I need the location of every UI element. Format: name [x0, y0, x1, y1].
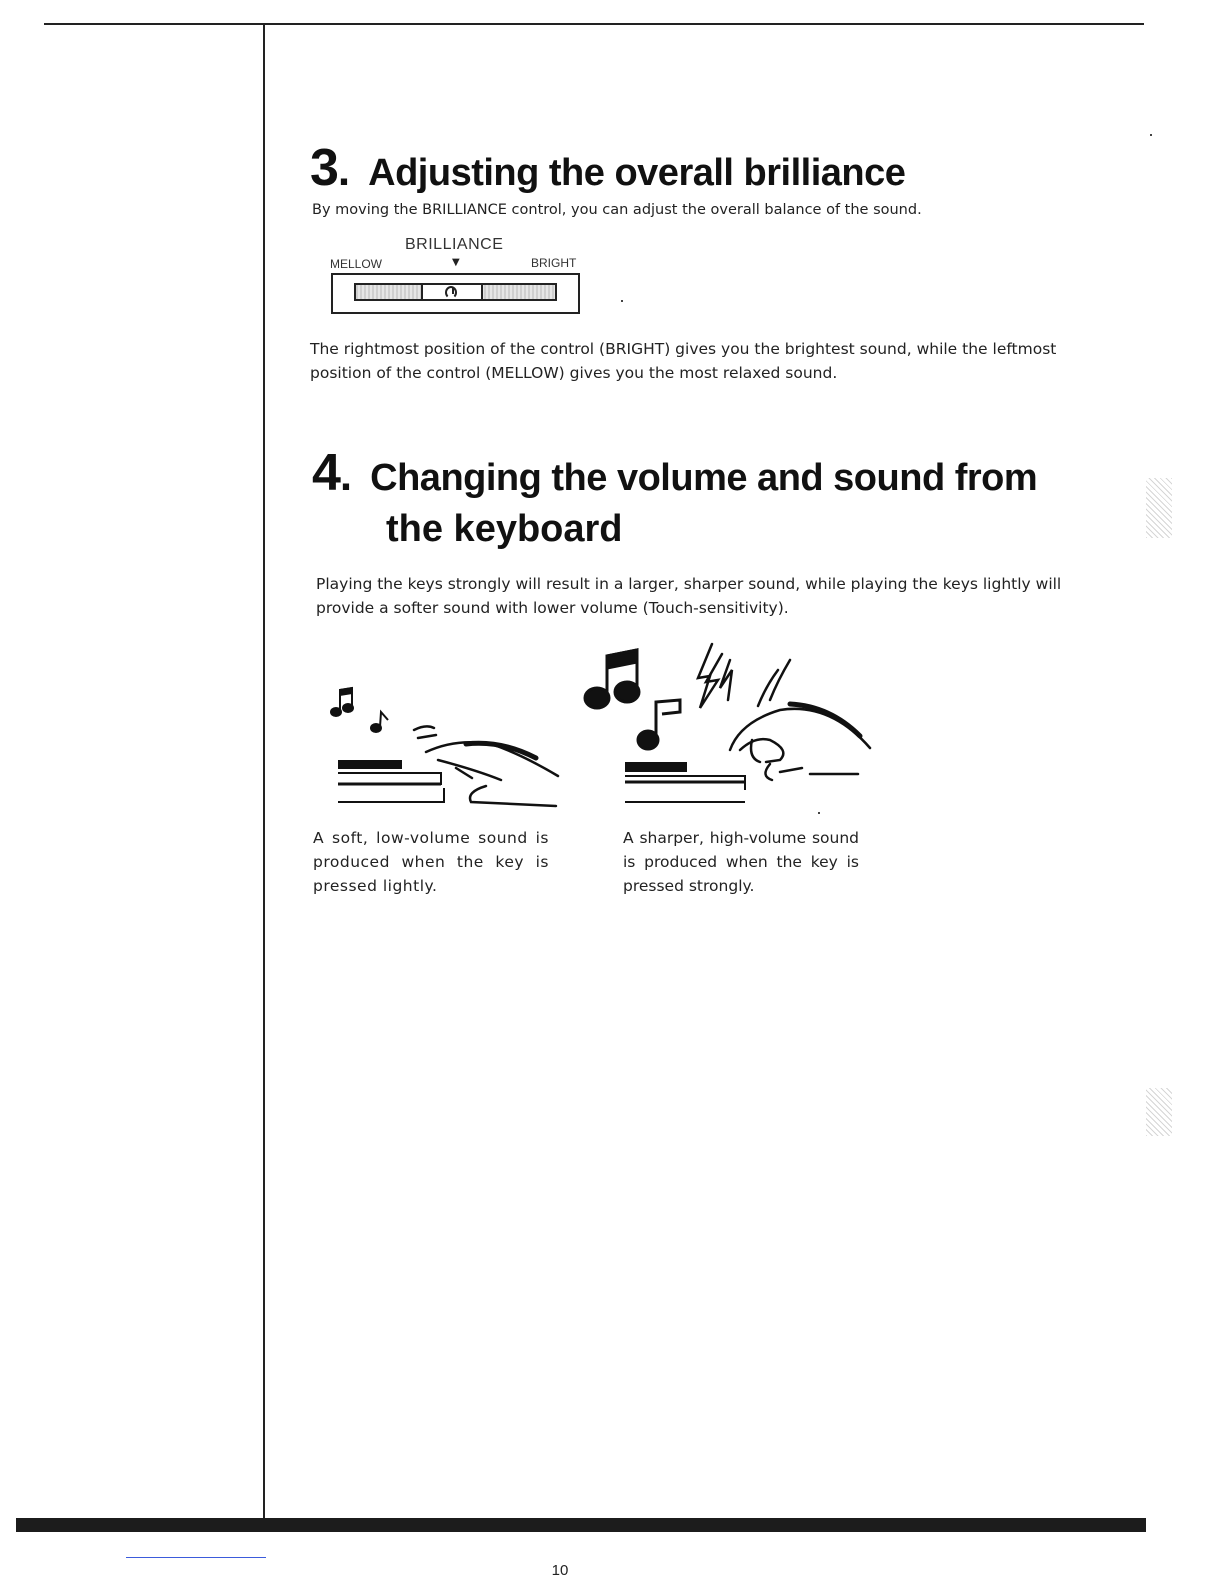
scan-artifact — [1146, 1088, 1172, 1136]
pointer-arrow-icon: ▼ — [452, 257, 460, 268]
bright-label: BRIGHT — [531, 256, 577, 270]
strong-touch-illustration — [580, 640, 880, 820]
section-4-title-line2: the keyboard — [386, 508, 623, 550]
section-3-description: The rightmost position of the control (BRIGHT) gives you the brightest sound, while the leftmost position of the control (MELLOW) gives you the most relaxed sound. — [310, 340, 1057, 382]
soft-touch-illustration — [326, 680, 566, 810]
speck — [621, 300, 623, 302]
section-4-title-line1: Changing the volume and sound from — [370, 457, 1038, 499]
large-music-notes-icon — [585, 650, 680, 749]
speck — [818, 812, 820, 814]
keyboard-keys-icon — [625, 762, 745, 802]
section-3-title: Adjusting the overall brilliance — [368, 152, 906, 194]
strong-hand-icon — [730, 704, 870, 780]
brilliance-slider-knob — [421, 283, 483, 301]
section-4-heading — [312, 444, 1038, 552]
brilliance-label: BRILLIANCE — [405, 236, 504, 253]
section-3-number: 3 — [310, 139, 338, 197]
impact-lightning-icon — [698, 644, 790, 708]
bottom-bar — [16, 1518, 1146, 1532]
keyboard-keys-icon — [338, 760, 444, 802]
left-margin-rule — [263, 23, 265, 1523]
scan-artifact — [1146, 478, 1172, 538]
page-number: 10 — [551, 1562, 569, 1579]
sharp-touch-caption: A sharper, high-volume sound is produced when the key is pressed strongly. — [623, 829, 859, 895]
speck — [1150, 134, 1152, 136]
section-3-dot: . — [337, 146, 351, 195]
soft-touch-caption: A soft, low-volume sound is produced when the key is pressed lightly. — [313, 829, 549, 895]
mellow-label: MELLOW — [330, 257, 383, 271]
small-music-notes-icon — [331, 688, 388, 732]
blue-rule — [126, 1557, 266, 1558]
section-4-dot: . — [339, 451, 353, 500]
section-3-intro: By moving the BRILLIANCE control, you can adjust the overall balance of the sound. — [312, 202, 922, 218]
section-4-number: 4 — [312, 444, 340, 502]
section-3-heading — [310, 138, 905, 198]
light-hand-icon — [414, 726, 558, 806]
section-4-description: Playing the keys strongly will result in a larger, sharper sound, while playing the keys lightly will provide a softer sound with lower volume (Touch-sensitivity). — [316, 575, 1062, 617]
top-rule — [44, 23, 1144, 25]
